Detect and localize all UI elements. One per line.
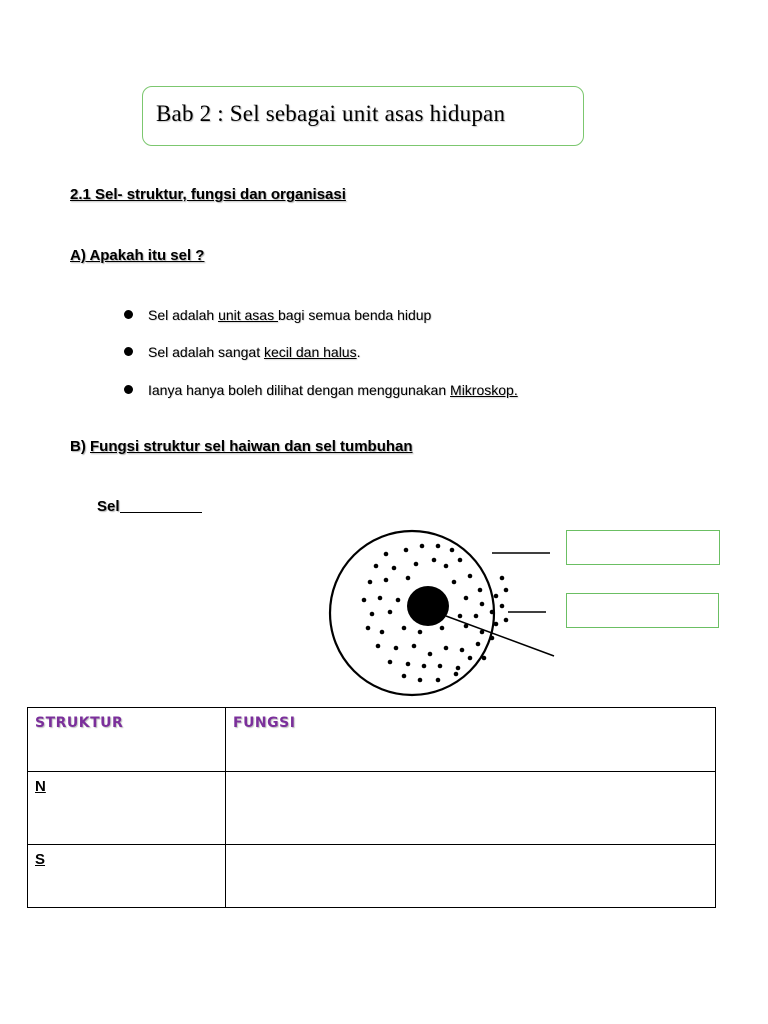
bullet-underlined-text: unit asas — [218, 307, 278, 323]
table-header-cell — [226, 708, 716, 772]
header-struktur: STRUKTUR — [35, 715, 124, 731]
cell-diagram — [320, 520, 580, 705]
label-box-2[interactable] — [566, 593, 719, 628]
cytoplasm-dot — [450, 548, 455, 553]
cytoplasm-dot — [366, 626, 371, 631]
question-a-heading: A) Apakah itu sel ? — [70, 247, 205, 264]
bullet-text: Ianya hanya boleh dilihat dengan menggunakan — [148, 382, 451, 398]
bullet-item-3 — [124, 382, 518, 398]
cytoplasm-dot — [504, 618, 509, 623]
bullet-dot-icon — [124, 310, 133, 319]
cytoplasm-dot — [494, 622, 499, 627]
cytoplasm-dot — [406, 576, 411, 581]
bullet-item-1 — [124, 307, 431, 323]
cytoplasm-dot — [402, 626, 407, 631]
cytoplasm-dot — [460, 648, 465, 653]
header-fungsi: FUNGSI — [233, 715, 296, 731]
cytoplasm-dot — [362, 598, 367, 603]
bullet-text: Sel adalah sangat — [148, 344, 264, 360]
cytoplasm-dot — [452, 580, 457, 585]
cytoplasm-dot — [420, 544, 425, 549]
cytoplasm-dot — [370, 612, 375, 617]
cytoplasm-dot — [458, 614, 463, 619]
cytoplasm-dot — [384, 578, 389, 583]
table-header-cell — [28, 708, 226, 772]
cytoplasm-dot — [454, 672, 459, 677]
row-label-s: S — [35, 851, 46, 868]
cytoplasm-dot — [378, 596, 383, 601]
cytoplasm-dot — [418, 630, 423, 635]
cytoplasm-dot — [436, 678, 441, 683]
cytoplasm-dot — [464, 596, 469, 601]
cytoplasm-dot — [436, 544, 441, 549]
bullet-text: Sel adalah — [148, 307, 219, 323]
cytoplasm-dot — [438, 664, 443, 669]
table-cell-answer[interactable] — [226, 772, 716, 845]
cytoplasm-dot — [440, 626, 445, 631]
bullet-underlined-text: kecil dan halus — [263, 344, 357, 360]
section-heading: 2.1 Sel- struktur, fungsi dan organisasi — [70, 186, 346, 203]
diagram-title — [97, 498, 202, 515]
cytoplasm-dot — [414, 562, 419, 567]
nucleus — [407, 586, 449, 626]
cytoplasm-dot — [404, 548, 409, 553]
bullet-text: bagi semua benda hidup — [278, 307, 432, 323]
cytoplasm-dot — [468, 574, 473, 579]
table-cell-answer[interactable] — [226, 845, 716, 908]
cytoplasm-dot — [476, 642, 481, 647]
cytoplasm-dot — [374, 564, 379, 569]
cytoplasm-dot — [504, 588, 509, 593]
cytoplasm-dot — [384, 552, 389, 557]
cytoplasm-dot — [494, 594, 499, 599]
bullet-text: . — [356, 344, 361, 360]
cytoplasm-dot — [402, 674, 407, 679]
cytoplasm-dot — [444, 646, 449, 651]
cytoplasm-dot — [388, 610, 393, 615]
cytoplasm-dot — [422, 664, 427, 669]
cytoplasm-dot — [412, 644, 417, 649]
cytoplasm-dot — [482, 656, 487, 661]
cytoplasm-dot — [474, 614, 479, 619]
cytoplasm-dot — [500, 604, 505, 609]
cytoplasm-dot — [394, 646, 399, 651]
row-label-n: N — [35, 778, 46, 795]
table-header-row — [28, 708, 716, 772]
cytoplasm-dot — [396, 598, 401, 603]
cytoplasm-dot — [490, 610, 495, 615]
cytoplasm-dot — [392, 566, 397, 571]
cytoplasm-dot — [500, 576, 505, 581]
diagram-label: Sel — [97, 498, 120, 515]
cytoplasm-dot — [418, 678, 423, 683]
cytoplasm-dot — [458, 558, 463, 563]
cytoplasm-dot — [388, 660, 393, 665]
cytoplasm-dot — [478, 588, 483, 593]
label-box-1[interactable] — [566, 530, 720, 565]
question-b-prefix: B) — [70, 438, 86, 455]
structure-function-table — [27, 707, 716, 908]
bullet-dot-icon — [124, 347, 133, 356]
cytoplasm-dot — [406, 662, 411, 667]
cytoplasm-dot — [490, 636, 495, 641]
table-row — [28, 845, 716, 908]
cytoplasm-dot — [376, 644, 381, 649]
page-title: Bab 2 : Sel sebagai unit asas hidupan — [156, 101, 506, 126]
cytoplasm-dot — [456, 666, 461, 671]
bullet-underlined-text: Mikroskop. — [450, 382, 518, 398]
cytoplasm-dot — [480, 602, 485, 607]
cytoplasm-dot — [468, 656, 473, 661]
table-cell-label — [28, 845, 226, 908]
question-b-text: Fungsi struktur sel haiwan dan sel tumbuhan — [90, 438, 413, 455]
question-b-heading — [70, 438, 413, 455]
cytoplasm-dot — [380, 630, 385, 635]
cytoplasm-dot — [432, 558, 437, 563]
blank-line — [120, 512, 202, 513]
table-cell-label — [28, 772, 226, 845]
cytoplasm-dot — [444, 564, 449, 569]
cytoplasm-dot — [428, 652, 433, 657]
table-row — [28, 772, 716, 845]
cytoplasm-dot — [368, 580, 373, 585]
bullet-item-2 — [124, 344, 361, 360]
bullet-dot-icon — [124, 385, 133, 394]
